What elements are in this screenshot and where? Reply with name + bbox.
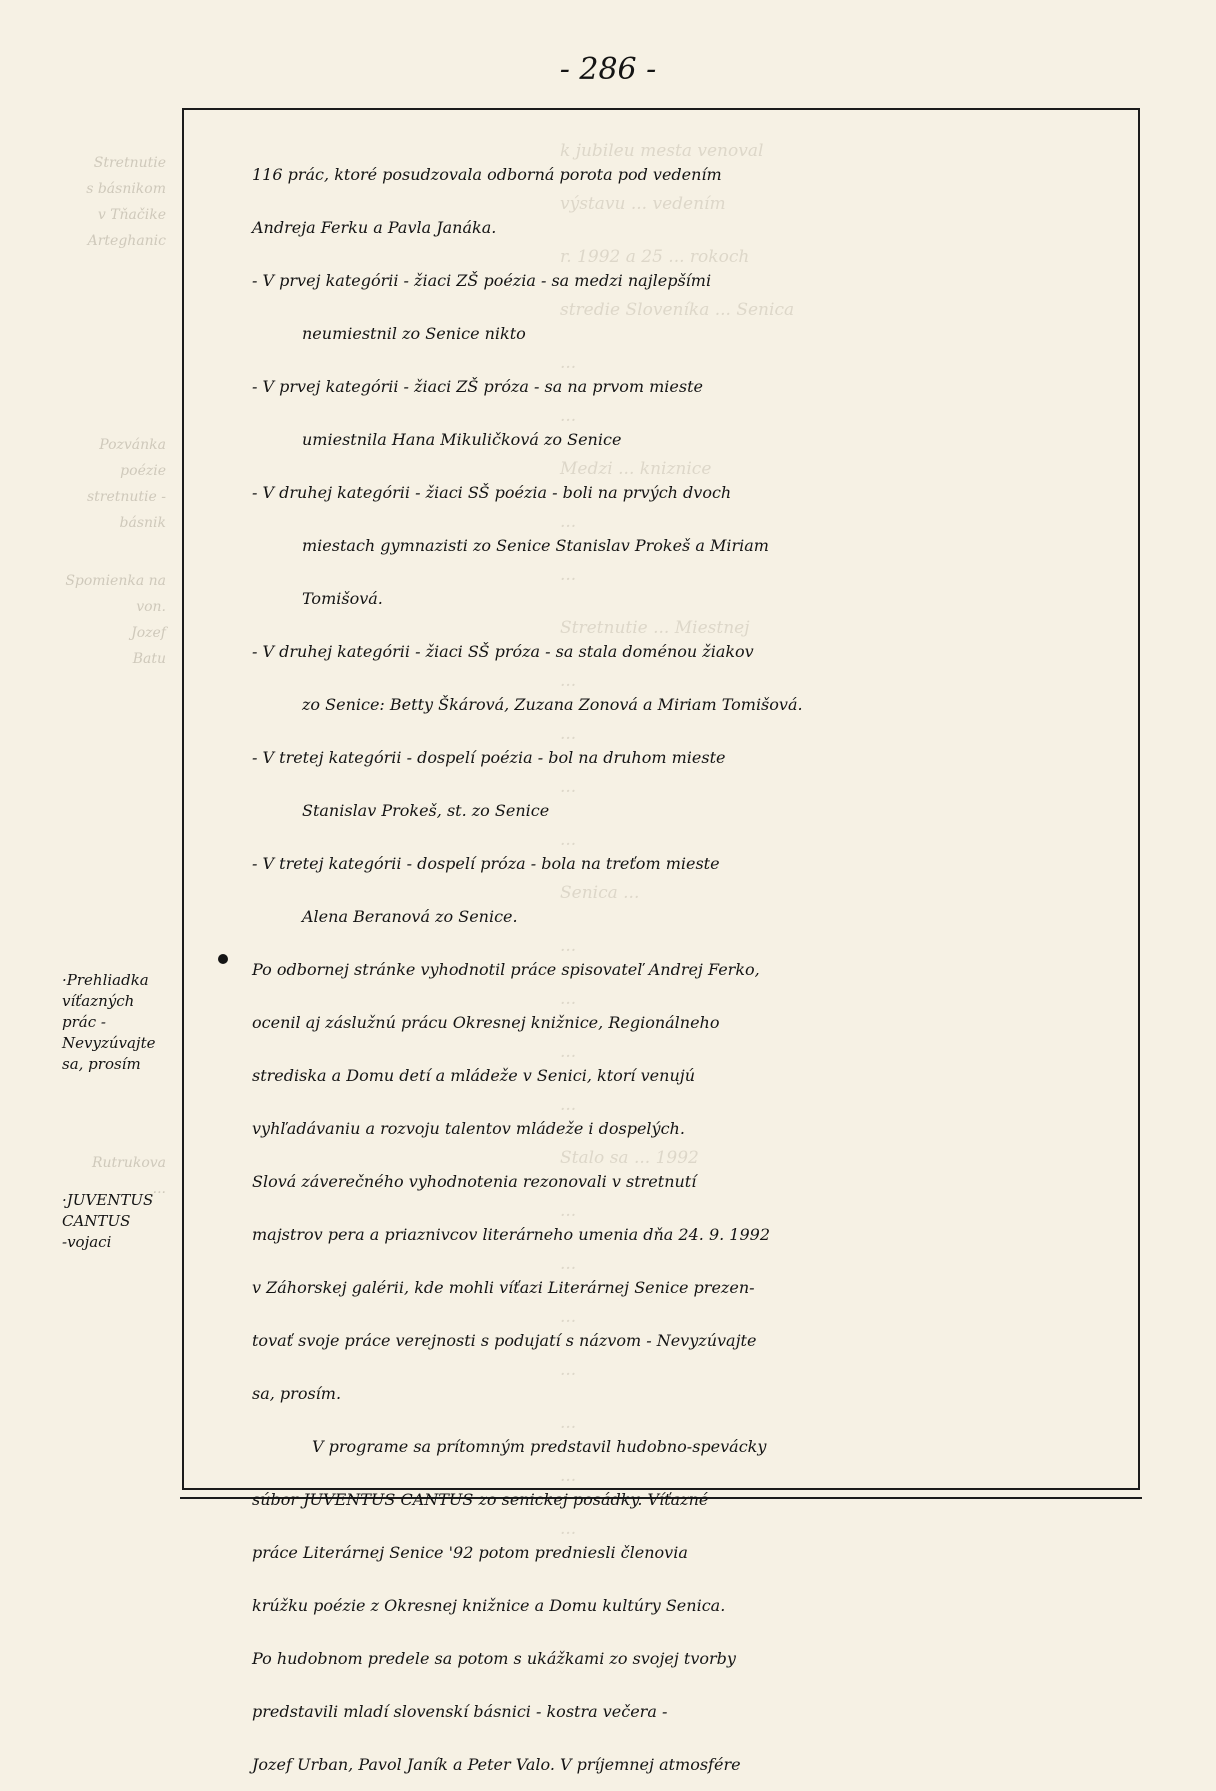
text-line: súbor JUVENTUS CANTUS zo senickej posádky. Víťazné [252, 1490, 709, 1509]
text-line: predstavili mladí slovenskí básnici - kostra večera - [252, 1702, 668, 1721]
text-line: - V prvej kategórii - žiaci ZŠ próza - sa na prvom mieste [252, 377, 703, 396]
text-line: sa, prosím. [252, 1384, 342, 1403]
handwritten-body [252, 148, 1132, 1791]
text-line: - V druhej kategórii - žiaci SŠ poézia - boli na prvých dvoch [252, 483, 732, 502]
margin-note-juventus [62, 1190, 153, 1253]
text-line: tovať svoje práce verejnosti s podujatí s názvom - Nevyzúvajte [252, 1331, 757, 1350]
text-line: Stanislav Prokeš, st. zo Senice [302, 801, 550, 820]
text-line: Andreja Ferku a Pavla Janáka. [252, 218, 497, 237]
text-line: vyhľadávaniu a rozvoju talentov mládeže i dospelých. [252, 1119, 685, 1138]
text-line: Tomišová. [302, 589, 383, 608]
text-line: v Záhorskej galérii, kde mohli víťazi Literárnej Senice prezen- [252, 1278, 755, 1297]
text-line: - V druhej kategórii - žiaci SŠ próza - sa stala doménou žiakov [252, 642, 754, 661]
text-line: Po hudobnom predele sa potom s ukážkami zo svojej tvorby [252, 1649, 736, 1668]
text-line: Alena Beranová zo Senice. [302, 907, 518, 926]
text-line: zo Senice: Betty Škárová, Zuzana Zonová a Miriam Tomišová. [302, 695, 803, 714]
bullet-mark [218, 954, 228, 964]
bleed-through-note-4: Rutrukova ... [91, 1155, 166, 1197]
text-line: - V tretej kategórii - dospelí poézia - bol na druhom mieste [252, 748, 726, 767]
margin-note-line: Nevyzúvajte [62, 1034, 156, 1052]
text-line: - V prvej kategórii - žiaci ZŠ poézia - sa medzi najlepšími [252, 271, 712, 290]
text-line: Jozef Urban, Pavol Janík a Peter Valo. V príjemnej atmosfére [252, 1755, 741, 1774]
text-line: ocenil aj záslužnú prácu Okresnej knižnice, Regionálneho [252, 1013, 720, 1032]
margin-note-line: prác - [62, 1013, 106, 1031]
bleed-through-note-2: Pozvánka poézie stretnutie - básnik [86, 437, 166, 531]
text-line: V programe sa prítomným predstavil hudobno-spevácky [312, 1437, 767, 1456]
margin-note-prehliadka [62, 970, 156, 1075]
text-line: Po odbornej stránke vyhodnotil práce spisovateľ Andrej Ferko, [252, 960, 760, 979]
margin-note-line: -vojaci [62, 1233, 112, 1251]
margin-note-line: ·Prehliadka [62, 971, 149, 989]
text-line: 116 prác, ktoré posudzovala odborná porota pod vedením [252, 165, 722, 184]
text-line: miestach gymnazisti zo Senice Stanislav Prokeš a Miriam [302, 536, 769, 555]
text-line: strediska a Domu detí a mládeže v Senici, ktorí venujú [252, 1066, 696, 1085]
bleed-through-note-3: Spomienka na von. Jozef Batu [65, 573, 166, 667]
margin-note-line: víťazných [62, 992, 135, 1010]
text-line: majstrov pera a priaznivcov literárneho umenia dňa 24. 9. 1992 [252, 1225, 771, 1244]
bleed-through-text-right: k jubileu mesta venoval výstavu ... vedením r. 1992 a 25 ... rokoch stredie Sloveníka ... Senica ... ... Medzi ... kniznice ... ... Stretnutie ... Miestnej ... ... ... ... Senica ... ... ... ... ... Stalo sa ... 1992 ... ... ... ... ... ... ... [560, 141, 795, 1539]
text-line: krúžku poézie z Okresnej knižnice a Domu kultúry Senica. [252, 1596, 726, 1615]
text-line: Slová záverečného vyhodnotenia rezonovali v stretnutí [252, 1172, 697, 1191]
margin-note-line: sa, prosím [62, 1055, 141, 1073]
bleed-through-note-1: Stretnutie s básnikom v Tňačike Arteghanic [86, 155, 166, 249]
margin-note-line: CANTUS [62, 1212, 131, 1230]
text-line: umiestnila Hana Mikuličková zo Senice [302, 430, 622, 449]
page-number: - 286 - [559, 52, 657, 87]
text-line: - V tretej kategórii - dospelí próza - bola na treťom mieste [252, 854, 720, 873]
margin-note-line: ·JUVENTUS [62, 1191, 154, 1209]
text-line: neumiestnil zo Senice nikto [302, 324, 526, 343]
text-line: práce Literárnej Senice '92 potom predniesli členovia [252, 1543, 688, 1562]
